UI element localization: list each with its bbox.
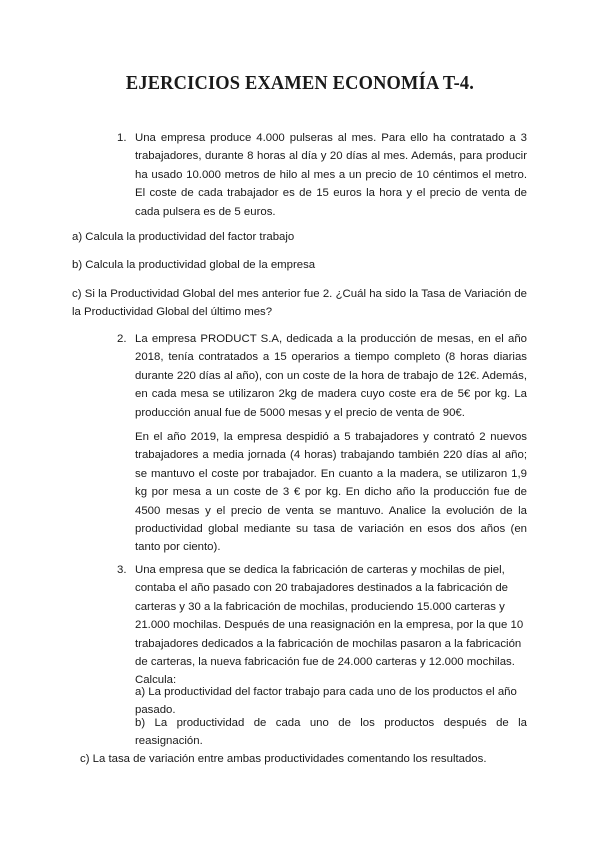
exercise-1-number: 1. — [117, 132, 127, 144]
exercise-3-question-b: b) La productividad de cada uno de los productos después de la reasignación. — [135, 717, 527, 748]
exercise-1-question-a: a) Calcula la productividad del factor trabajo — [72, 231, 295, 243]
exercise-2-paragraph-1: La empresa PRODUCT S.A, dedicada a la producción de mesas, en el año 2018, tenía contratados a 15 operarios a tiempo completo (8 horas diarias durante 220 días al año), con un coste de la hora de trabajo de 12€. Además, en cada mesa se utilizaron 2kg de madera cuyo coste era de 5€ por kg. La producción anual fue de 5000 mesas y el precio de venta de 90€. — [135, 333, 527, 419]
exercise-3-text: Una empresa que se dedica la fabricación de carteras y mochilas de piel, contaba el año pasado con 20 trabajadores destinados a la fabricación de carteras y 30 a la fabricación de mochilas, produciendo 15.000 carteras y 21.000 mochilas. Después de una reasignación en la empresa, por la que 10 trabajadores dedicados a la fabricación de mochilas pasaron a la fabricación de carteras, la nueva fabricación fue de 24.000 carteras y 12.000 mochilas. Calcula: — [135, 564, 524, 687]
page-title: EJERCICIOS EXAMEN ECONOMÍA T-4. — [125, 72, 475, 94]
exercise-3-question-a: a) La productividad del factor trabajo para cada uno de los productos el año pasado. — [135, 686, 517, 717]
exercise-3-question-c: c) La tasa de variación entre ambas productividades comentando los resultados. — [80, 753, 487, 765]
exercise-2-number: 2. — [117, 333, 127, 345]
exercise-2-paragraph-2: En el año 2019, la empresa despidió a 5 trabajadores y contrató 2 nuevos trabajadores a media jornada (4 horas) trabajando también 220 días al año; se mantuvo el coste por trabajador. En cuanto a la madera, se utilizaron 1,9 kg por mesa a un coste de 3 € por kg. En dicho año la producción fue de 4500 mesas y el precio de venta se mantuvo. Analice la evolución de la productividad global mediante su tasa de variación en esos dos años (en tanto por ciento). — [135, 431, 527, 554]
exercise-3-number: 3. — [117, 564, 127, 576]
exercise-1-question-b: b) Calcula la productividad global de la empresa — [72, 259, 316, 271]
exercise-1-question-c: c) Si la Productividad Global del mes anterior fue 2. ¿Cuál ha sido la Tasa de Variación de la Productividad Global del último mes? — [72, 288, 527, 319]
exercise-1-text: Una empresa produce 4.000 pulseras al mes. Para ello ha contratado a 3 trabajadores, durante 8 horas al día y 20 días al mes. Además, para producir ha usado 10.000 metros de hilo al mes a un precio de 10 céntimos el metro. El coste de cada trabajador es de 15 euros la hora y el precio de venta de cada pulsera es de 5 euros. — [135, 132, 527, 218]
